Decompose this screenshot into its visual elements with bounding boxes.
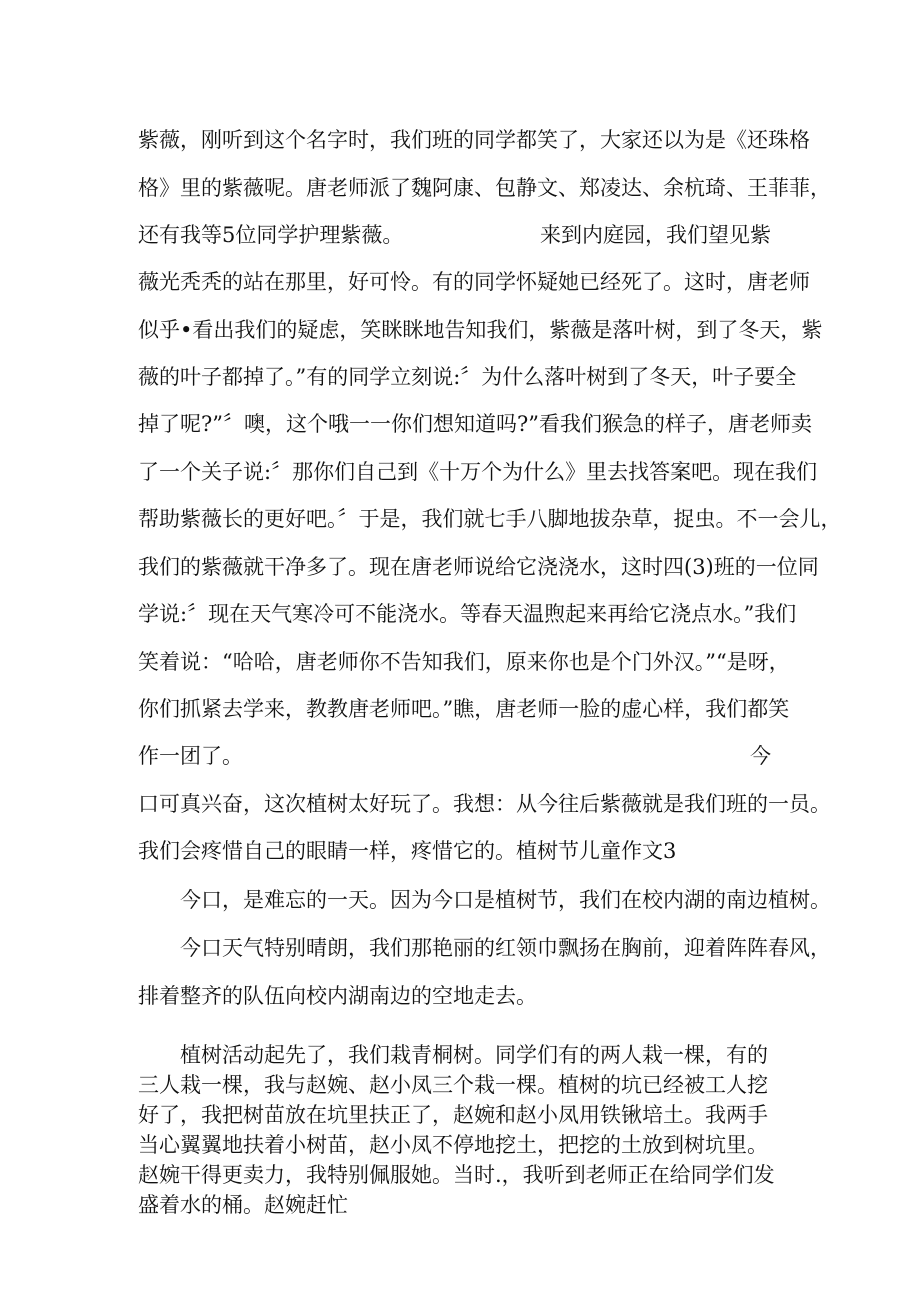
paragraph xyxy=(138,1040,788,1220)
text-line: 了一个关子说:〞那你们自己到《十万个为什么》里去找答案吧。现在我们 xyxy=(138,460,818,484)
text-line: 你们抓紧去学来，教教唐老师吧。”瞧，唐老师一脸的虚心样，我们都笑 xyxy=(138,697,790,721)
text-line: 薇的叶子都掉了。”有的同学立刻说:〞为什么落叶树到了冬天，叶子要全 xyxy=(138,365,797,389)
text-line: 排着整齐的队伍向校内湖南边的空地走去。 xyxy=(138,984,537,1008)
text-line: 还有我等5位同学护理紫薇。 xyxy=(138,223,404,247)
text-line: 今口，是难忘的一天。因为今口是植树节，我们在校内湖的南边植树。 xyxy=(180,888,831,912)
text-line: 薇光秃秃的站在那里，好可怜。有的同学怀疑她已经死了。这时，唐老师 xyxy=(138,270,810,294)
text-line: 帮助紫薇长的更好吧。〞于是，我们就七手八脚地拔杂草，捉虫。不一会儿， xyxy=(138,507,842,531)
text-line: 笑着说：“哈哈，唐老师你不告知我们，原来你也是个门外汉。”“是呀， xyxy=(138,650,790,674)
paragraph-text: 植树活动起先了，我们栽青桐树。同学们有的两人栽一棵，有的三人栽一棵，我与赵婉、赵小凤三个栽一棵。植树的坑已经被工人挖好了，我把树苗放在坑里扶正了，赵婉和赵小凤用铁锹培土。我两手当心翼翼地扶着小树苗，赵小凤不停地挖土，把挖的土放到树坑里。赵婉干得更卖力，我特别佩服她。当时.，我听到老师正在给同学们发盛着水的桶。赵婉赶忙 xyxy=(138,1043,775,1217)
text-line: 紫薇，刚听到这个名字时，我们班的同学都笑了，大家还以为是《还珠格 xyxy=(138,128,810,152)
text-line: 学说:〞现在天气寒冷可不能浇水。等春天温煦起来再给它浇点水。”我们 xyxy=(138,602,797,626)
text-line: 格》里的紫薇呢。唐老师派了魏阿康、包静文、郑凌达、余杭琦、王菲菲， xyxy=(138,176,831,200)
text-line: 来到内庭园，我们望见紫 xyxy=(540,223,771,247)
text-line: 我们会疼惜自己的眼睛一样，疼惜它的。植树节儿童作文3 xyxy=(138,839,677,863)
text-line: 我们的紫薇就干净多了。现在唐老师说给它浇浇水，这时四(3)班的一位同 xyxy=(138,555,819,579)
text-line: 掉了呢?”〞噢，这个哦一一你们想知道吗?”看我们猴急的样子，唐老师卖 xyxy=(138,412,812,436)
text-line: 口可真兴奋，这次植树太好玩了。我想：从今往后紫薇就是我们班的一员。 xyxy=(138,792,831,816)
text-line: 似乎•看出我们的疑虑，笑眯眯地告知我们，紫薇是落叶树，到了冬天，紫 xyxy=(138,318,823,342)
text-line: 今口天气特别晴朗，我们那艳丽的红领巾飘扬在胸前，迎着阵阵春风， xyxy=(180,936,831,960)
text-line: 作一团了。 xyxy=(138,744,243,768)
text-line: 今 xyxy=(750,744,771,768)
